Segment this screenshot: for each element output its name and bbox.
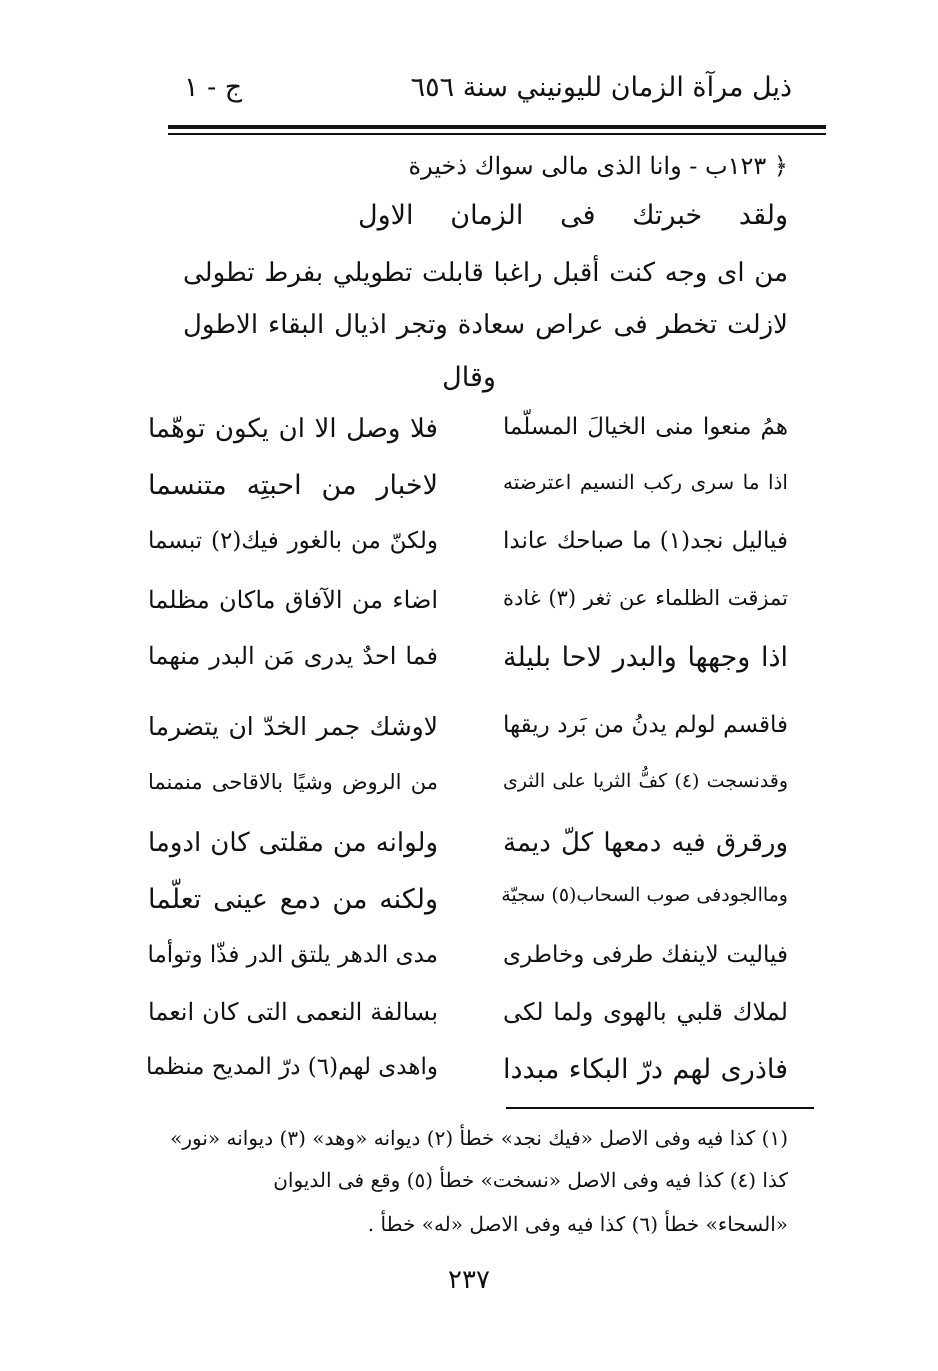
verse-second-hemistich: فلا وصل الا ان يكون توهّما — [148, 414, 438, 444]
verse-first-hemistich: اذا ما سرى ركب النسيم اعترضته — [503, 470, 788, 494]
verse-first-hemistich: لملاك قلبي بالهوى ولما لكى — [503, 998, 788, 1026]
verse-second-hemistich: ولكنه من دمع عينى تعلّما — [148, 884, 438, 915]
verse-first-hemistich: همُ منعوا منى الخيالَ المسلّما — [503, 414, 788, 440]
verse-second-hemistich: لاخبار من احبتِه متنسما — [148, 470, 438, 501]
section-heading: وقال — [442, 362, 496, 393]
header-rule-thin — [168, 133, 826, 135]
verse-first-hemistich: فاذرى لهم درّ البكاء مبددا — [503, 1054, 788, 1085]
verse-second-hemistich: مدى الدهر يلتق الدر فذّا وتوأما — [147, 942, 438, 968]
footnote-line: (١) كذا فيه وفى الاصل «فيك نجد» خطأ (٢) ديوانه «وهد» (٣) ديوانه «نور» — [170, 1126, 788, 1150]
verse-second-hemistich: ولكنّ من بالغور فيك(٢) تبسما — [148, 528, 438, 554]
verse-second-hemistich: من الروض وشيًا بالاقاحى منمنما — [148, 770, 438, 794]
running-header-title: ذيل مرآة الزمان لليونيني سنة ٦٥٦ — [410, 72, 792, 103]
page-number: ٢٣٧ — [448, 1265, 490, 1295]
header-rule-thick — [168, 125, 826, 129]
verse-first-hemistich: ورقرق فيه دمعها كلّ ديمة — [503, 828, 788, 858]
verse-first-hemistich: وماالجودفى صوب السحاب(٥) سجيّة — [501, 884, 788, 906]
margin-folio-marker: ﴿ ١٢٣ب - وانا الذى مالى سواك ذخيرة — [408, 152, 788, 180]
verse-first-hemistich: فياليل نجد(١) ما صباحك عاندا — [503, 528, 788, 554]
verse-second-hemistich: بسالفة النعمى التى كان انعما — [148, 998, 438, 1026]
verse-second-hemistich: واهدى لهم(٦) درّ المديح منظما — [146, 1054, 438, 1080]
prose-line: لازلت تخطر فى عراص سعادة وتجر اذيال البقاء الاطول — [183, 310, 788, 340]
verse-first-hemistich: تمزقت الظلماء عن ثغر (٣) غادة — [503, 586, 788, 610]
verse-second-hemistich: فما احدٌ يدرى مَن البدر منهما — [148, 642, 438, 670]
verse-second-hemistich: لاوشك جمر الخدّ ان يتضرما — [148, 712, 438, 741]
verse-first-hemistich: وقدنسجت (٤) كفُّ الثريا على الثرى — [503, 770, 789, 792]
verse-first-hemistich: فاقسم لولم يدنُ من بَرد ريقها — [503, 712, 788, 738]
footnote-line: كذا (٤) كذا فيه وفى الاصل «نسخت» خطأ (٥) وقع فى الديوان — [273, 1168, 788, 1192]
verse-second-hemistich: اضاء من الآفاق ماكان مظلما — [148, 586, 438, 614]
footnote-rule — [506, 1107, 814, 1109]
prose-line: من اى وجه كنت أقبل راغبا قابلت تطويلي بفرط تطولى — [183, 258, 788, 288]
verse-second-hemistich: ولوانه من مقلتى كان ادوما — [148, 828, 438, 858]
verse-first-hemistich: فياليت لاينفك طرفى وخاطرى — [503, 942, 788, 968]
running-header-volume: ج - ١ — [184, 72, 243, 103]
prose-line: ولقد خبرتك فى الزمان الاول — [358, 200, 788, 231]
verse-first-hemistich: اذا وجهها والبدر لاحا بليلة — [503, 642, 788, 673]
footnote-line: «السحاء» خطأ (٦) كذا فيه وفى الاصل «له» خطأ . — [367, 1212, 788, 1236]
